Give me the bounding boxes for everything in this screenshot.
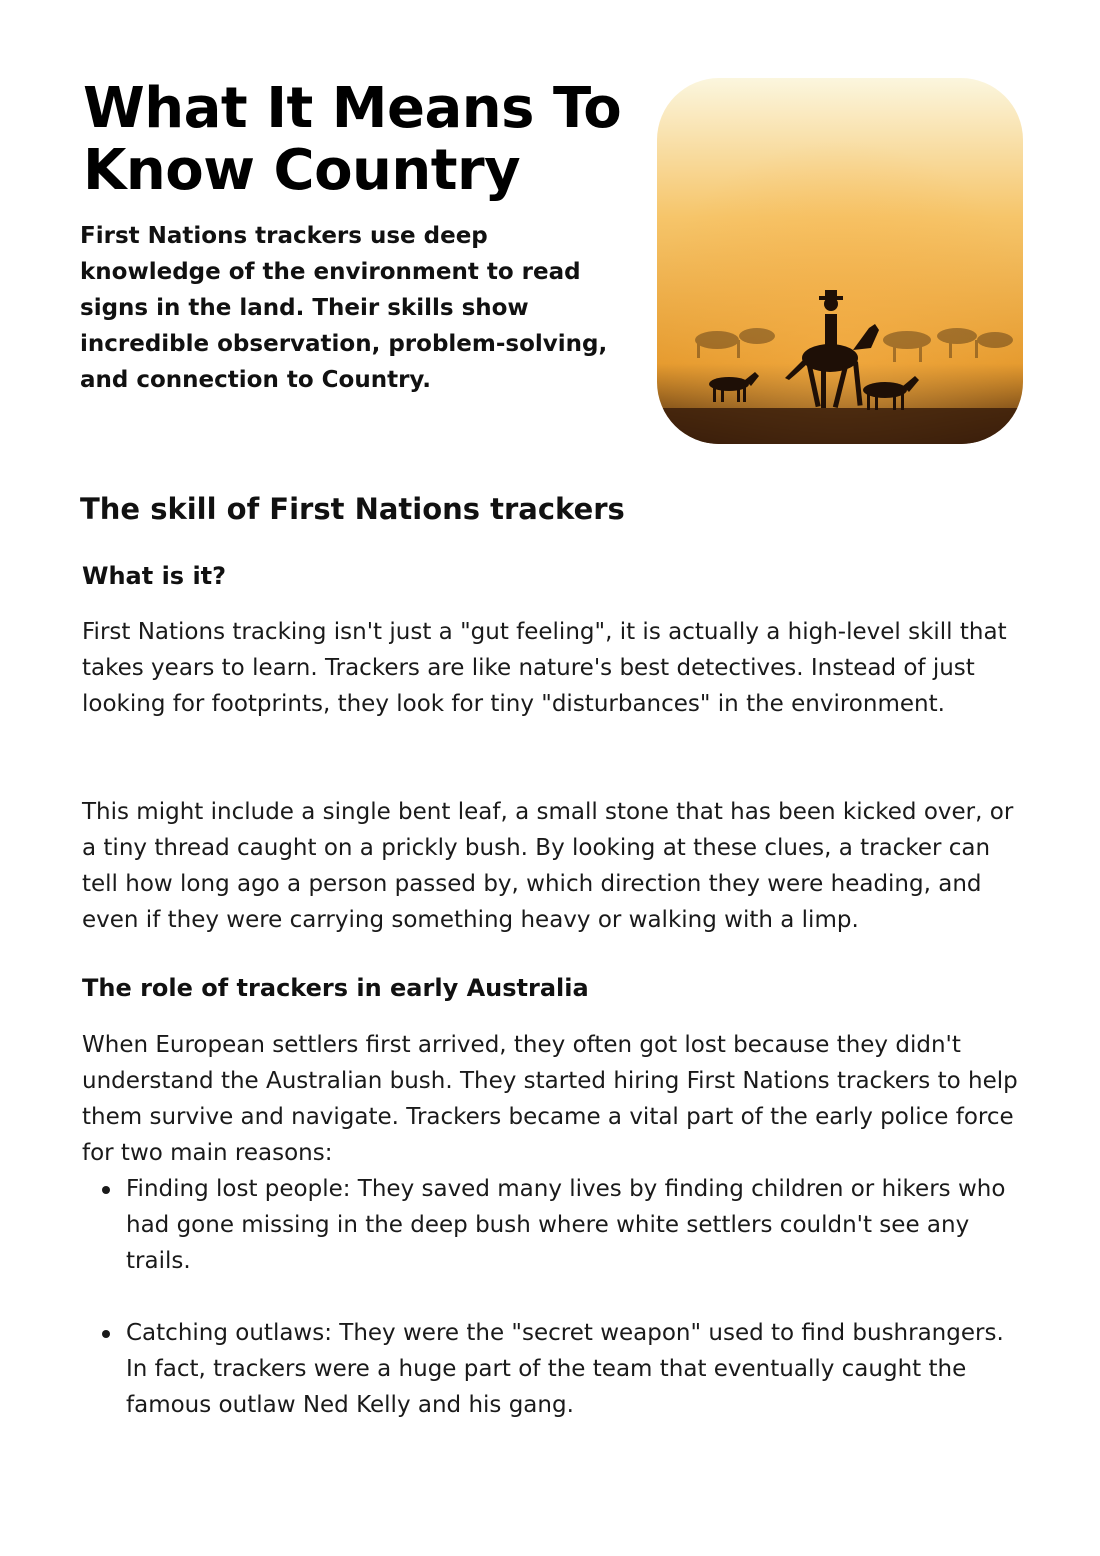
early-australia-paragraph: When European settlers first arrived, they often got lost because they didn't understand the Australian bush. They started hiring First Nations trackers to help them survive and navigate. Trackers became a vital part of the early police force for two main reasons: — [82, 1032, 1018, 1166]
intro-text: First Nations trackers use deep knowledge of the environment to read signs in the land. Their skills show incredible observation, problem-solving, and connection to Country. — [80, 223, 608, 393]
page-title: What It Means To Know Country — [83, 76, 622, 203]
early-australia-heading: The role of trackers in early Australia — [82, 974, 589, 1002]
what-is-it-paragraph-1: First Nations tracking isn't just a "gut feeling", it is actually a high-level skill that takes years to learn. Trackers are like nature's best detectives. Instead of just looking for footprints, they look for tiny "disturbances" in the environment. — [82, 619, 1007, 717]
reasons-list — [82, 1171, 1027, 1423]
what-is-it-paragraph-2: This might include a single bent leaf, a small stone that has been kicked over, or a tiny thread caught on a prickly bush. By looking at these clues, a tracker can tell how long ago a person passed by, which direction they were heading, and even if they were carrying something heavy or walking with a limp. — [82, 799, 1014, 933]
section-title: The skill of First Nations trackers — [80, 492, 625, 526]
list-item: Catching outlaws: They were the "secret weapon" used to find bushrangers. In fact, trackers were a huge part of the team that eventually caught the famous outlaw Ned Kelly and his gang. — [82, 1315, 1027, 1423]
horse-rider-silhouette-photo-icon — [657, 78, 1023, 444]
list-item: Finding lost people: They saved many lives by finding children or hikers who had gone missing in the deep bush where white settlers couldn't see any trails. — [82, 1171, 1027, 1279]
what-is-it-heading: What is it? — [82, 562, 227, 590]
hero-photo — [657, 78, 1023, 444]
